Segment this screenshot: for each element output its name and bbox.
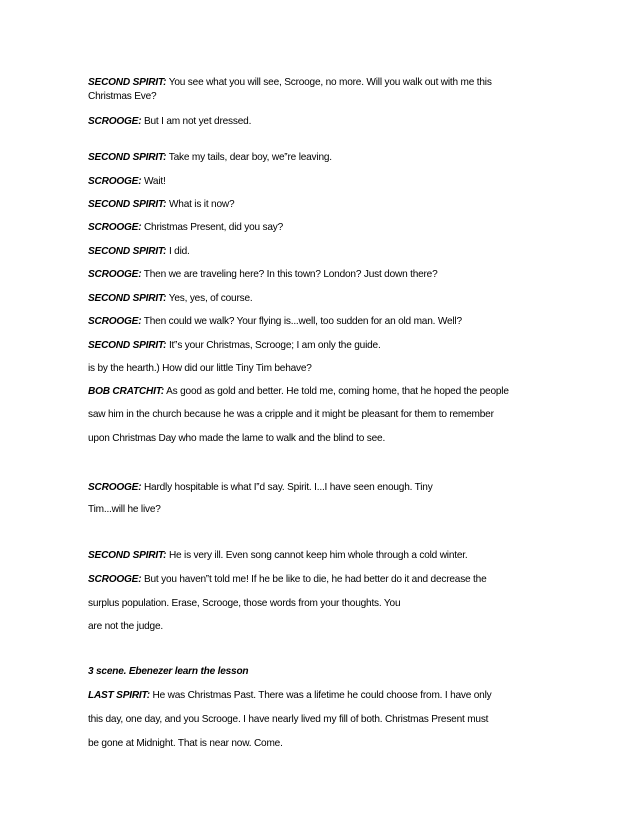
dialogue-text: You see what you will see, Scrooge, no more. Will you walk out with me this [166,77,492,88]
script-line [88,268,558,281]
script-line [88,315,558,328]
dialogue-text: upon Christmas Day who made the lame to walk and the blind to see. [88,433,386,444]
speaker-name: LAST SPIRIT: [88,690,150,701]
script-line [88,151,558,164]
speaker-name: SCROOGE: [88,316,142,327]
speaker-name: BOB CRATCHIT: [88,386,165,397]
script-line [88,292,558,305]
speaker-name: SECOND SPIRIT: [88,77,167,88]
dialogue-text: saw him in the church because he was a cripple and it might be pleasant for them to remember [88,409,494,420]
dialogue-text: Hardly hospitable is what I‟d say. Spirit. I...I have seen enough. Tiny [141,482,433,493]
scene-heading [88,665,558,678]
script-line [88,362,558,375]
dialogue-text: is by the hearth.) How did our little Tiny Tim behave? [88,363,312,374]
script-line [88,76,558,89]
script-line [88,339,558,352]
dialogue-text: But you haven‟t told me! If he be like to die, he had better do it and decrease the [141,574,487,585]
dialogue-text: are not the judge. [88,621,163,632]
speaker-name: SECOND SPIRIT: [88,293,167,304]
script-line [88,221,558,234]
script-line [88,245,558,258]
script-line [88,385,558,398]
speaker-name: SCROOGE: [88,116,142,127]
script-line [88,737,558,750]
speaker-name: SCROOGE: [88,269,142,280]
dialogue-text: Then we are traveling here? In this town? London? Just down there? [141,269,438,280]
speaker-name: SCROOGE: [88,482,142,493]
script-line [88,689,558,702]
speaker-name: SCROOGE: [88,222,142,233]
speaker-name: SECOND SPIRIT: [88,246,167,257]
dialogue-text: He was Christmas Past. There was a lifetime he could choose from. I have only [149,690,492,701]
script-line [88,573,558,586]
script-line [88,198,558,211]
dialogue-text: But I am not yet dressed. [141,116,252,127]
script-line [88,481,558,494]
speaker-name: SECOND SPIRIT: [88,340,167,351]
script-line [88,115,558,128]
dialogue-text: be gone at Midnight. That is near now. Come. [88,738,283,749]
scene-heading-text: 3 scene. Ebenezer learn the lesson [88,666,249,677]
dialogue-text: Christmas Present, did you say? [141,222,284,233]
dialogue-text: Tim...will he live? [88,504,161,515]
speaker-name: SCROOGE: [88,176,142,187]
script-line [88,432,558,445]
dialogue-text: Yes, yes, of course. [166,293,253,304]
dialogue-text: this day, one day, and you Scrooge. I have nearly lived my fill of both. Christmas Present must [88,714,489,725]
speaker-name: SECOND SPIRIT: [88,152,167,163]
speaker-name: SECOND SPIRIT: [88,550,167,561]
dialogue-text: I did. [166,246,190,257]
script-line [88,597,558,610]
speaker-name: SCROOGE: [88,574,142,585]
script-line [88,620,558,633]
dialogue-text: Take my tails, dear boy, we‟re leaving. [166,152,332,163]
script-line [88,713,558,726]
dialogue-text: surplus population. Erase, Scrooge, those words from your thoughts. You [88,598,401,609]
dialogue-text: Then could we walk? Your flying is...well, too sudden for an old man. Well? [141,316,462,327]
dialogue-text: It‟s your Christmas, Scrooge; I am only the guide. [166,340,381,351]
dialogue-text: What is it now? [166,199,235,210]
script-line [88,549,558,562]
dialogue-text: He is very ill. Even song cannot keep him whole through a cold winter. [166,550,468,561]
dialogue-text: Christmas Eve? [88,91,157,102]
script-line [88,175,558,188]
speaker-name: SECOND SPIRIT: [88,199,167,210]
script-line [88,90,558,103]
dialogue-text: Wait! [141,176,166,187]
dialogue-text: As good as gold and better. He told me, coming home, that he hoped the people [164,386,509,397]
script-line [88,408,558,421]
script-line [88,503,558,516]
